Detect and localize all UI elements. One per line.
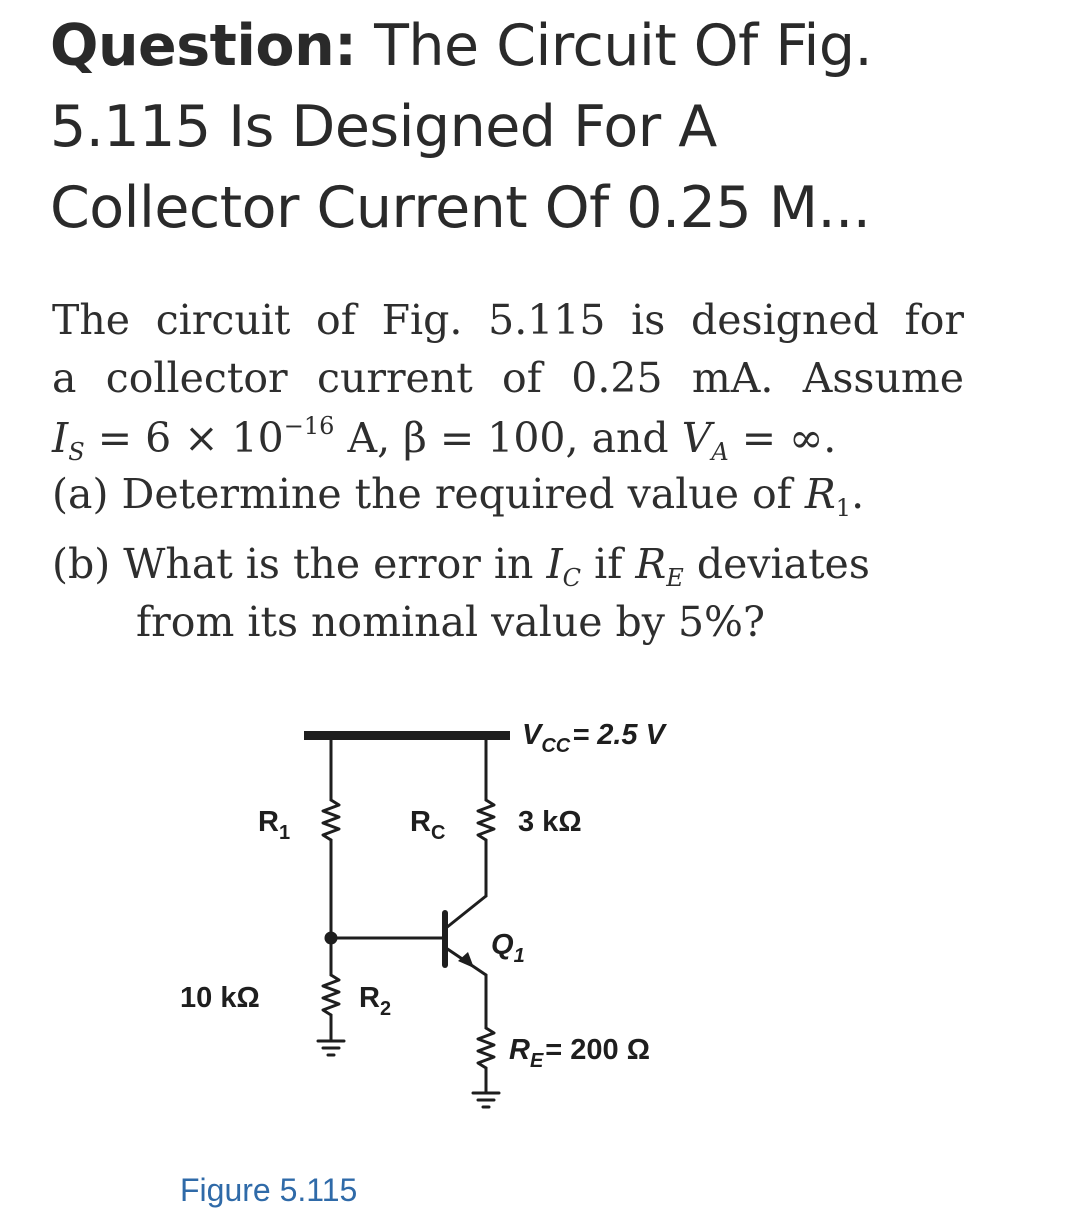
- part-b-suffix: deviates: [683, 540, 870, 588]
- is-value: = 6 × 10: [84, 414, 284, 462]
- part-b-text: (b) What is the error in: [52, 540, 547, 588]
- r1-symbol: R: [804, 470, 836, 518]
- va-subscript: A: [711, 438, 729, 466]
- part-b-line-2: from its nominal value by 5%?: [136, 598, 765, 646]
- ic-symbol: I: [546, 540, 563, 588]
- is-exponent: −16: [283, 412, 335, 440]
- part-a-suffix: .: [851, 470, 865, 518]
- r2-value: 10 kΩ: [180, 982, 260, 1014]
- is-subscript: S: [68, 438, 85, 466]
- part-b-if: if: [581, 540, 636, 588]
- r2-label: $R_2$: [359, 982, 392, 1020]
- title-text-1: The Circuit Of Fig.: [356, 13, 873, 79]
- va-value: = ∞.: [728, 414, 837, 462]
- rc-resistor: [478, 800, 494, 840]
- ic-subscript: C: [562, 564, 582, 592]
- re-label: $R_E= 200$ Ω: [509, 1034, 650, 1072]
- re-resistor: [478, 1028, 494, 1068]
- rc-label: $R_C$: [410, 806, 446, 844]
- r2-resistor: [323, 975, 339, 1015]
- r1-resistor: [323, 800, 339, 840]
- figure-caption: Figure 5.115: [180, 1172, 358, 1208]
- problem-line-1: The circuit of Fig. 5.115 is designed for: [52, 296, 964, 344]
- va-symbol: V: [681, 414, 712, 462]
- q1-label: $Q_1$: [491, 929, 525, 967]
- vcc-rail: [304, 731, 510, 740]
- emitter-arrow: [458, 952, 474, 968]
- beta-text: A, β = 100, and: [334, 414, 682, 462]
- part-a-text: (a) Determine the required value of: [52, 470, 805, 518]
- problem-line-2: a collector current of 0.25 mA. Assume: [52, 354, 964, 402]
- re-subscript: E: [666, 564, 684, 592]
- title-line-2: 5.115 Is Designed For A: [50, 94, 717, 160]
- r1-subscript: 1: [835, 494, 852, 522]
- q1-collector: [446, 896, 486, 928]
- r1-label: $R_1$: [258, 806, 291, 844]
- rc-value: 3 kΩ: [518, 806, 582, 838]
- vcc-label: $V_{CC}= 2.5$ V: [522, 719, 665, 757]
- re-symbol: R: [635, 540, 667, 588]
- question-prefix: Question:: [50, 13, 357, 79]
- is-symbol: I: [52, 414, 69, 462]
- title-line-3: Collector Current Of 0.25 M...: [50, 175, 871, 241]
